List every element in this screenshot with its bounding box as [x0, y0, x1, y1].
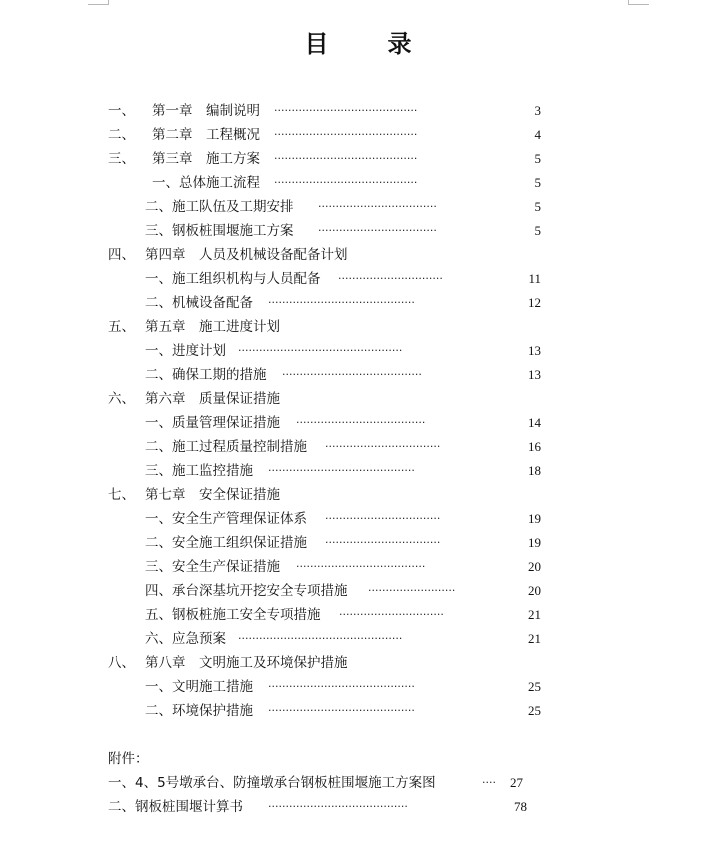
toc-entry-number: 五、 — [108, 319, 135, 335]
appendix-item-title: 二、钢板桩围堰计算书 — [108, 799, 243, 815]
toc-entry-page: 21 — [528, 631, 541, 646]
appendix-item[interactable] — [0, 797, 717, 817]
toc-entry[interactable] — [0, 653, 717, 673]
toc-entry[interactable] — [0, 149, 717, 169]
toc-entry-number: 四、 — [108, 247, 135, 263]
toc-entry-page: 12 — [528, 295, 541, 310]
toc-title-char: 录 — [387, 30, 413, 58]
toc-entry-title: 一、总体施工流程 — [152, 175, 260, 191]
toc-entry-number: 七、 — [108, 487, 135, 503]
appendix-heading — [0, 749, 717, 769]
appendix-heading-text: 附件： — [108, 751, 149, 767]
crop-mark-top-left — [88, 0, 109, 5]
toc-entry-title: 二、确保工期的措施 — [145, 367, 267, 383]
toc-entry[interactable] — [0, 293, 717, 313]
toc-entry-title: 三、钢板桩围堰施工方案 — [145, 223, 294, 239]
toc-entry-page: 11 — [528, 271, 541, 286]
dot-leader: ·········································· — [268, 296, 415, 309]
toc-entry-title: 二、施工队伍及工期安排 — [145, 199, 294, 215]
toc-entry-page: 4 — [534, 127, 541, 142]
dot-leader: ········································ — [282, 368, 422, 381]
toc-entry[interactable] — [0, 581, 717, 601]
toc-entry[interactable] — [0, 461, 717, 481]
toc-entry-title: 第三章 施工方案 — [152, 151, 260, 167]
dot-leader: ··············································· — [238, 632, 403, 645]
dot-leader: ·································· — [318, 224, 437, 237]
toc-entry[interactable] — [0, 533, 717, 553]
dot-leader: ································· — [325, 536, 441, 549]
dot-leader: ······························ — [339, 608, 444, 621]
dot-leader: ········································· — [274, 104, 418, 117]
toc-entry-page: 5 — [534, 223, 541, 238]
toc-entry[interactable] — [0, 245, 717, 265]
toc-entry-number: 八、 — [108, 655, 135, 671]
dot-leader: ······························ — [338, 272, 443, 285]
dot-leader: ································· — [325, 440, 441, 453]
toc-entry-page: 14 — [528, 415, 541, 430]
toc-entry-number: 六、 — [108, 391, 135, 407]
dot-leader: ········································ — [268, 800, 408, 813]
dot-leader: ·································· — [318, 200, 437, 213]
toc-entry[interactable] — [0, 221, 717, 241]
toc-entry[interactable] — [0, 125, 717, 145]
dot-leader: ································· — [325, 512, 441, 525]
toc-entry[interactable] — [0, 389, 717, 409]
toc-entry-page: 5 — [534, 151, 541, 166]
toc-entry-title: 三、施工监控措施 — [145, 463, 253, 479]
dot-leader: ···· — [482, 776, 496, 789]
toc-entry-page: 3 — [534, 103, 541, 118]
toc-entry[interactable] — [0, 485, 717, 505]
toc-entry-title: 第一章 编制说明 — [152, 103, 260, 119]
toc-entry[interactable] — [0, 509, 717, 529]
dot-leader: ····································· — [296, 560, 426, 573]
toc-entry-page: 16 — [528, 439, 541, 454]
toc-entry[interactable] — [0, 629, 717, 649]
toc-entry-title: 一、文明施工措施 — [145, 679, 253, 695]
toc-entry-title: 二、机械设备配备 — [145, 295, 253, 311]
toc-entry[interactable] — [0, 605, 717, 625]
toc-entry[interactable] — [0, 101, 717, 121]
toc-entry-number: 一、 — [108, 103, 135, 119]
toc-entry-page: 18 — [528, 463, 541, 478]
toc-entry-title: 一、进度计划 — [145, 343, 226, 359]
toc-entry[interactable] — [0, 413, 717, 433]
toc-title — [0, 24, 717, 60]
toc-entry-title: 第八章 文明施工及环境保护措施 — [145, 655, 348, 671]
dot-leader: ········································· — [274, 128, 418, 141]
toc-entry-page: 20 — [528, 559, 541, 574]
toc-entry-title: 一、安全生产管理保证体系 — [145, 511, 307, 527]
toc-entry-page: 5 — [534, 199, 541, 214]
toc-entry-title: 六、应急预案 — [145, 631, 226, 647]
toc-entry[interactable] — [0, 317, 717, 337]
dot-leader: ·········································· — [268, 704, 415, 717]
toc-entry-title: 第五章 施工进度计划 — [145, 319, 280, 335]
dot-leader: ·········································· — [268, 680, 415, 693]
toc-entry-title: 二、环境保护措施 — [145, 703, 253, 719]
toc-entry[interactable] — [0, 173, 717, 193]
toc-entry-title: 第六章 质量保证措施 — [145, 391, 280, 407]
toc-entry-title: 一、质量管理保证措施 — [145, 415, 280, 431]
dot-leader: ········································· — [274, 176, 418, 189]
toc-entry[interactable] — [0, 437, 717, 457]
appendix-item[interactable] — [0, 773, 717, 793]
appendix-item-title: 一、4、5号墩承台、防撞墩承台钢板桩围堰施工方案图 — [108, 775, 436, 791]
crop-mark-top-right — [628, 0, 649, 5]
toc-entry-page: 25 — [528, 679, 541, 694]
toc-entry[interactable] — [0, 197, 717, 217]
appendix-item-page: 78 — [514, 799, 527, 814]
toc-entry-page: 25 — [528, 703, 541, 718]
dot-leader: ········································· — [274, 152, 418, 165]
toc-entry-page: 13 — [528, 343, 541, 358]
toc-entry-title: 四、承台深基坑开挖安全专项措施 — [145, 583, 348, 599]
toc-entry[interactable] — [0, 341, 717, 361]
toc-entry-page: 20 — [528, 583, 541, 598]
toc-entry-page: 13 — [528, 367, 541, 382]
toc-entry-page: 19 — [528, 535, 541, 550]
toc-entry-title: 第七章 安全保证措施 — [145, 487, 280, 503]
toc-entry-page: 5 — [534, 175, 541, 190]
dot-leader: ·········································· — [268, 464, 415, 477]
toc-title-char: 目 — [304, 30, 330, 58]
dot-leader: ····································· — [296, 416, 426, 429]
toc-entry-page: 19 — [528, 511, 541, 526]
toc-entry-title: 第二章 工程概况 — [152, 127, 260, 143]
toc-entry-title: 第四章 人员及机械设备配备计划 — [145, 247, 348, 263]
appendix-item-page: 27 — [510, 775, 523, 790]
toc-entry-number: 三、 — [108, 151, 135, 167]
toc-entry-title: 五、钢板桩施工安全专项措施 — [145, 607, 321, 623]
toc-entry[interactable] — [0, 701, 717, 721]
toc-entry-title: 三、安全生产保证措施 — [145, 559, 280, 575]
toc-entry[interactable] — [0, 365, 717, 385]
dot-leader: ··············································· — [238, 344, 403, 357]
toc-entry-number: 二、 — [108, 127, 135, 143]
toc-entry-title: 一、施工组织机构与人员配备 — [145, 271, 321, 287]
toc-entry[interactable] — [0, 269, 717, 289]
toc-entry[interactable] — [0, 557, 717, 577]
dot-leader: ························· — [368, 584, 456, 597]
toc-entry-title: 二、施工过程质量控制措施 — [145, 439, 307, 455]
toc-entry-title: 二、安全施工组织保证措施 — [145, 535, 307, 551]
toc-entry[interactable] — [0, 677, 717, 697]
toc-entry-page: 21 — [528, 607, 541, 622]
